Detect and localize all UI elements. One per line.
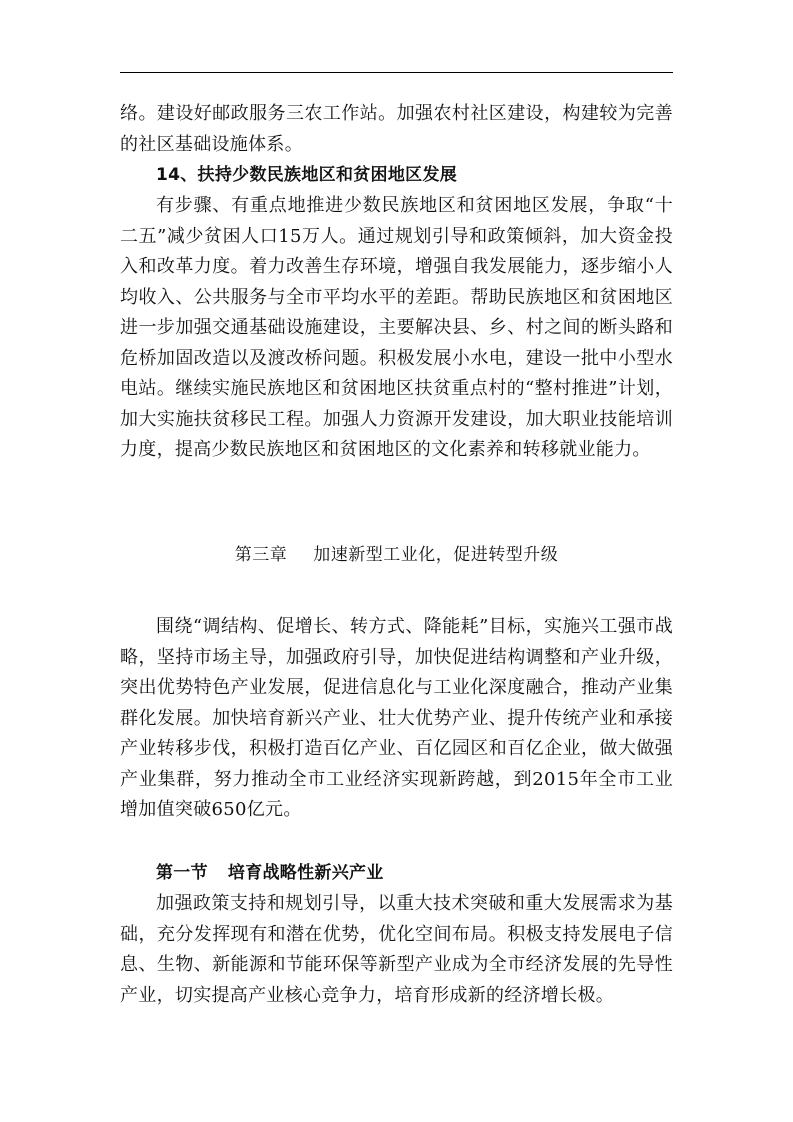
paragraph-text: 络。建设好邮政服务三农工作站。加强农村社区建设，构建较为完善的社区基础设施体系。: [120, 103, 673, 155]
paragraph-continued: [120, 99, 673, 160]
header-rule: [120, 72, 673, 73]
subsection-heading: 14、扶持少数民族地区和贫困地区发展: [156, 165, 458, 185]
chapter-number: 第三章: [234, 545, 288, 565]
paragraph-text: 围绕“调结构、促增长、转方式、降能耗”目标，实施兴工强市战略，坚持市场主导，加强政府引导，加快促进结构调整和产业升级，突出优势特色产业发展，促进信息化与工业化深度融合，推动产业集群化发展。加快培育新兴产业、壮大优势产业、提升传统产业和承接产业转移步伐，积极打造百亿产业、百亿园区和百亿企业，做大做强产业集群，努力推动全市工业经济实现新跨越，到2015年全市工业增加值突破650亿元。: [120, 616, 673, 820]
section-heading: [156, 858, 384, 888]
paragraph-minority-poverty: [120, 191, 673, 466]
chapter-title: 加速新型工业化，促进转型升级: [313, 545, 559, 565]
paragraph-text: 加强政策支持和规划引导，以重大技术突破和重大发展需求为基础，充分发挥现有和潜在优势，优化空间布局。积极支持发展电子信息、生物、新能源和节能环保等新型产业成为全市经济发展的先导性产业，切实提高产业核心竞争力，培育形成新的经济增长极。: [120, 893, 673, 1006]
paragraph-text: 有步骤、有重点地推进少数民族地区和贫困地区发展，争取“十二五”减少贫困人口15万人。通过规划引导和政策倾斜，加大资金投入和改革力度。着力改善生存环境，增强自我发展能力，逐步缩小人均收入、公共服务与全市平均水平的差距。帮助民族地区和贫困地区进一步加强交通基础设施建设，主要解决县、乡、村之间的断头路和危桥加固改造以及渡改桥问题。积极发展小水电，建设一批中小型水电站。继续实施民族地区和贫困地区扶贫重点村的“整村推进”计划，加大实施扶贫移民工程。加强人力资源开发建设，加大职业技能培训力度，提高少数民族地区和贫困地区的文化素养和转移就业能力。: [120, 195, 673, 460]
section-number: 第一节: [156, 863, 208, 883]
paragraph-emerging-industries: [120, 889, 673, 1011]
paragraph-chapter-intro: [120, 612, 673, 826]
section-title: 培育战略性新兴产业: [227, 863, 384, 883]
chapter-heading: [120, 540, 673, 570]
